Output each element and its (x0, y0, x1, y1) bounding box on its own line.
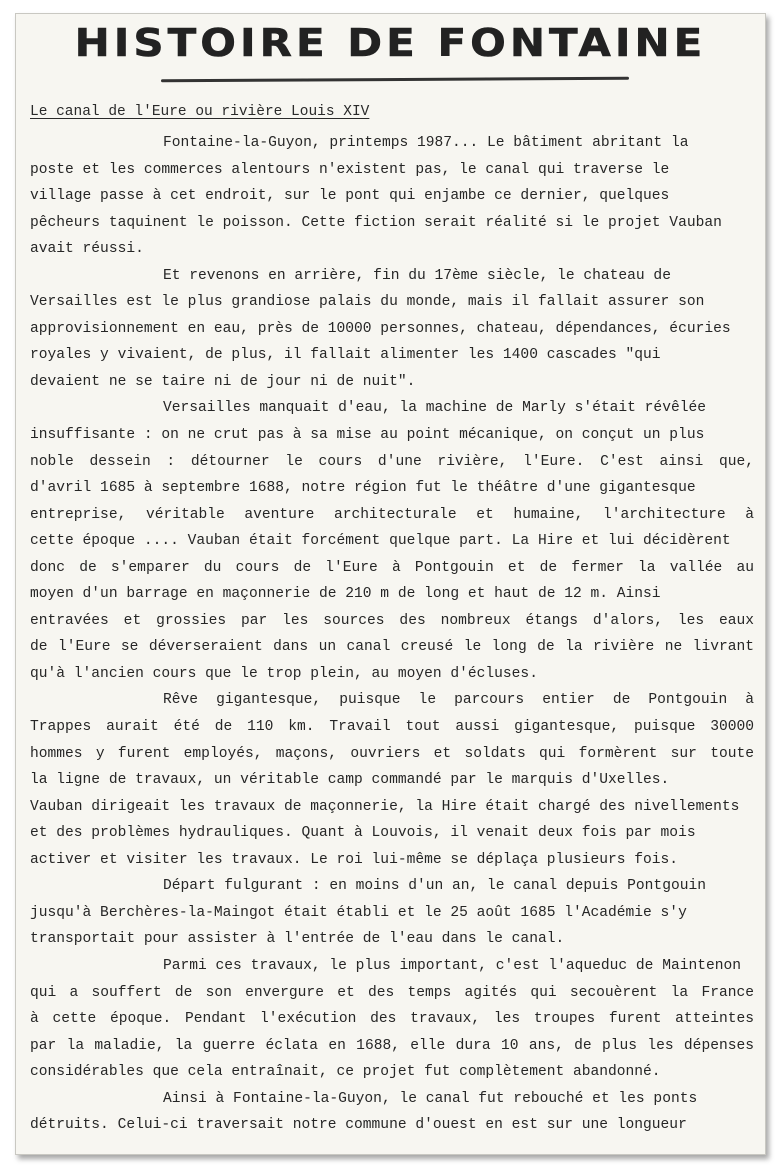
text-line: Parmi ces travaux, le plus important, c'est l'aqueduc de Maintenon (163, 957, 742, 974)
text-line: activer et visiter les travaux. Le roi lui-même se déplaça plusieurs fois. (30, 851, 679, 868)
text-line: considérables que cela entraînait, ce projet fut complètement abandonné. (30, 1064, 661, 1081)
text-line: Et revenons en arrière, fin du 17ème siècle, le chateau de (163, 267, 671, 284)
text-line: noble dessein : détourner le cours d'une rivière, l'Eure. C'est ainsi que, (30, 453, 754, 470)
text-line: village passe à cet endroit, sur le pont qui enjambe ce dernier, quelques (30, 188, 670, 205)
text-line: qui a souffert de son envergure et des temps agités qui secouèrent la France (30, 984, 754, 1001)
text-line: et des problèmes hydrauliques. Quant à Louvois, il venait deux fois par mois (30, 825, 696, 842)
text-line: devaient ne se taire ni de jour ni de nuit". (30, 373, 416, 390)
text-line: qu'à l'ancien cours que le trop plein, au moyen d'écluses. (30, 665, 538, 682)
text-line: Versailles est le plus grandiose palais du monde, mais il fallait assurer son (30, 294, 705, 311)
text-line: hommes y furent employés, maçons, ouvriers et soldats qui formèrent sur toute (30, 745, 754, 762)
text-line: la ligne de travaux, un véritable camp commandé par le marquis d'Uxelles. (30, 772, 670, 789)
text-line: Vauban dirigeait les travaux de maçonnerie, la Hire était chargé des nivellements (30, 798, 740, 815)
text-line: cette époque .... Vauban était forcément quelque part. La Hire et lui décidèrent (30, 533, 731, 550)
text-line: entreprise, véritable aventure architecturale et humaine, l'architecture à (30, 506, 754, 523)
text-line: pêcheurs taquinent le poisson. Cette fiction serait réalité si le projet Vauban (30, 214, 722, 231)
text-line: à cette époque. Pendant l'exécution des travaux, les troupes furent atteintes (30, 1011, 754, 1028)
article-body (30, 130, 754, 1139)
text-line: approvisionnement en eau, près de 10000 personnes, chateau, dépendances, écuries (30, 320, 731, 337)
text-line: Trappes aurait été de 110 km. Travail tout aussi gigantesque, puisque 30000 (30, 719, 754, 736)
text-line: d'avril 1685 à septembre 1688, notre région fut le théâtre d'une gigantesque (30, 480, 696, 497)
text-line: Versailles manquait d'eau, la machine de Marly s'était révêlée (163, 400, 706, 417)
text-line: de l'Eure se déverseraient dans un canal creusé le long de la rivière ne livrant (30, 639, 754, 656)
text-line: par la maladie, la guerre éclata en 1688, elle dura 10 ans, de plus les dépenses (30, 1037, 754, 1054)
text-line: poste et les commerces alentours n'existent pas, le canal qui traverse le (30, 161, 670, 178)
text-line: entravées et grossies par les sources des nombreux étangs d'alors, les eaux (30, 612, 754, 629)
section-heading: Le canal de l'Eure ou rivière Louis XIV (30, 104, 370, 120)
document-page (15, 13, 766, 1155)
text-line: jusqu'à Berchères-la-Maingot était établi et le 25 août 1685 l'Académie s'y (30, 904, 687, 921)
text-line: Départ fulgurant : en moins d'un an, le canal depuis Pontgouin (163, 878, 706, 895)
text-line: transportait pour assister à l'entrée de l'eau dans le canal. (30, 931, 565, 948)
text-line: royales y vivaient, de plus, il fallait alimenter les 1400 cascades "qui (30, 347, 661, 364)
text-line: donc de s'emparer du cours de l'Eure à Pontgouin et de fermer la vallée au (30, 559, 754, 576)
text-line: Fontaine-la-Guyon, printemps 1987... Le bâtiment abritant la (163, 135, 689, 151)
title-underline (161, 77, 629, 82)
text-line: moyen d'un barrage en maçonnerie de 210 m de long et haut de 12 m. Ainsi (30, 586, 661, 603)
text-line: insuffisante : on ne crut pas à sa mise au point mécanique, on conçut un plus (30, 427, 705, 444)
text-line: détruits. Celui-ci traversait notre commune d'ouest en est sur une longueur (30, 1117, 687, 1134)
text-line: avait réussi. (30, 241, 144, 258)
page-title: HISTOIRE DE FONTAINE (74, 19, 707, 66)
text-line: Rêve gigantesque, puisque le parcours entier de Pontgouin à (163, 692, 754, 709)
text-line: Ainsi à Fontaine-la-Guyon, le canal fut rebouché et les ponts (163, 1090, 698, 1107)
